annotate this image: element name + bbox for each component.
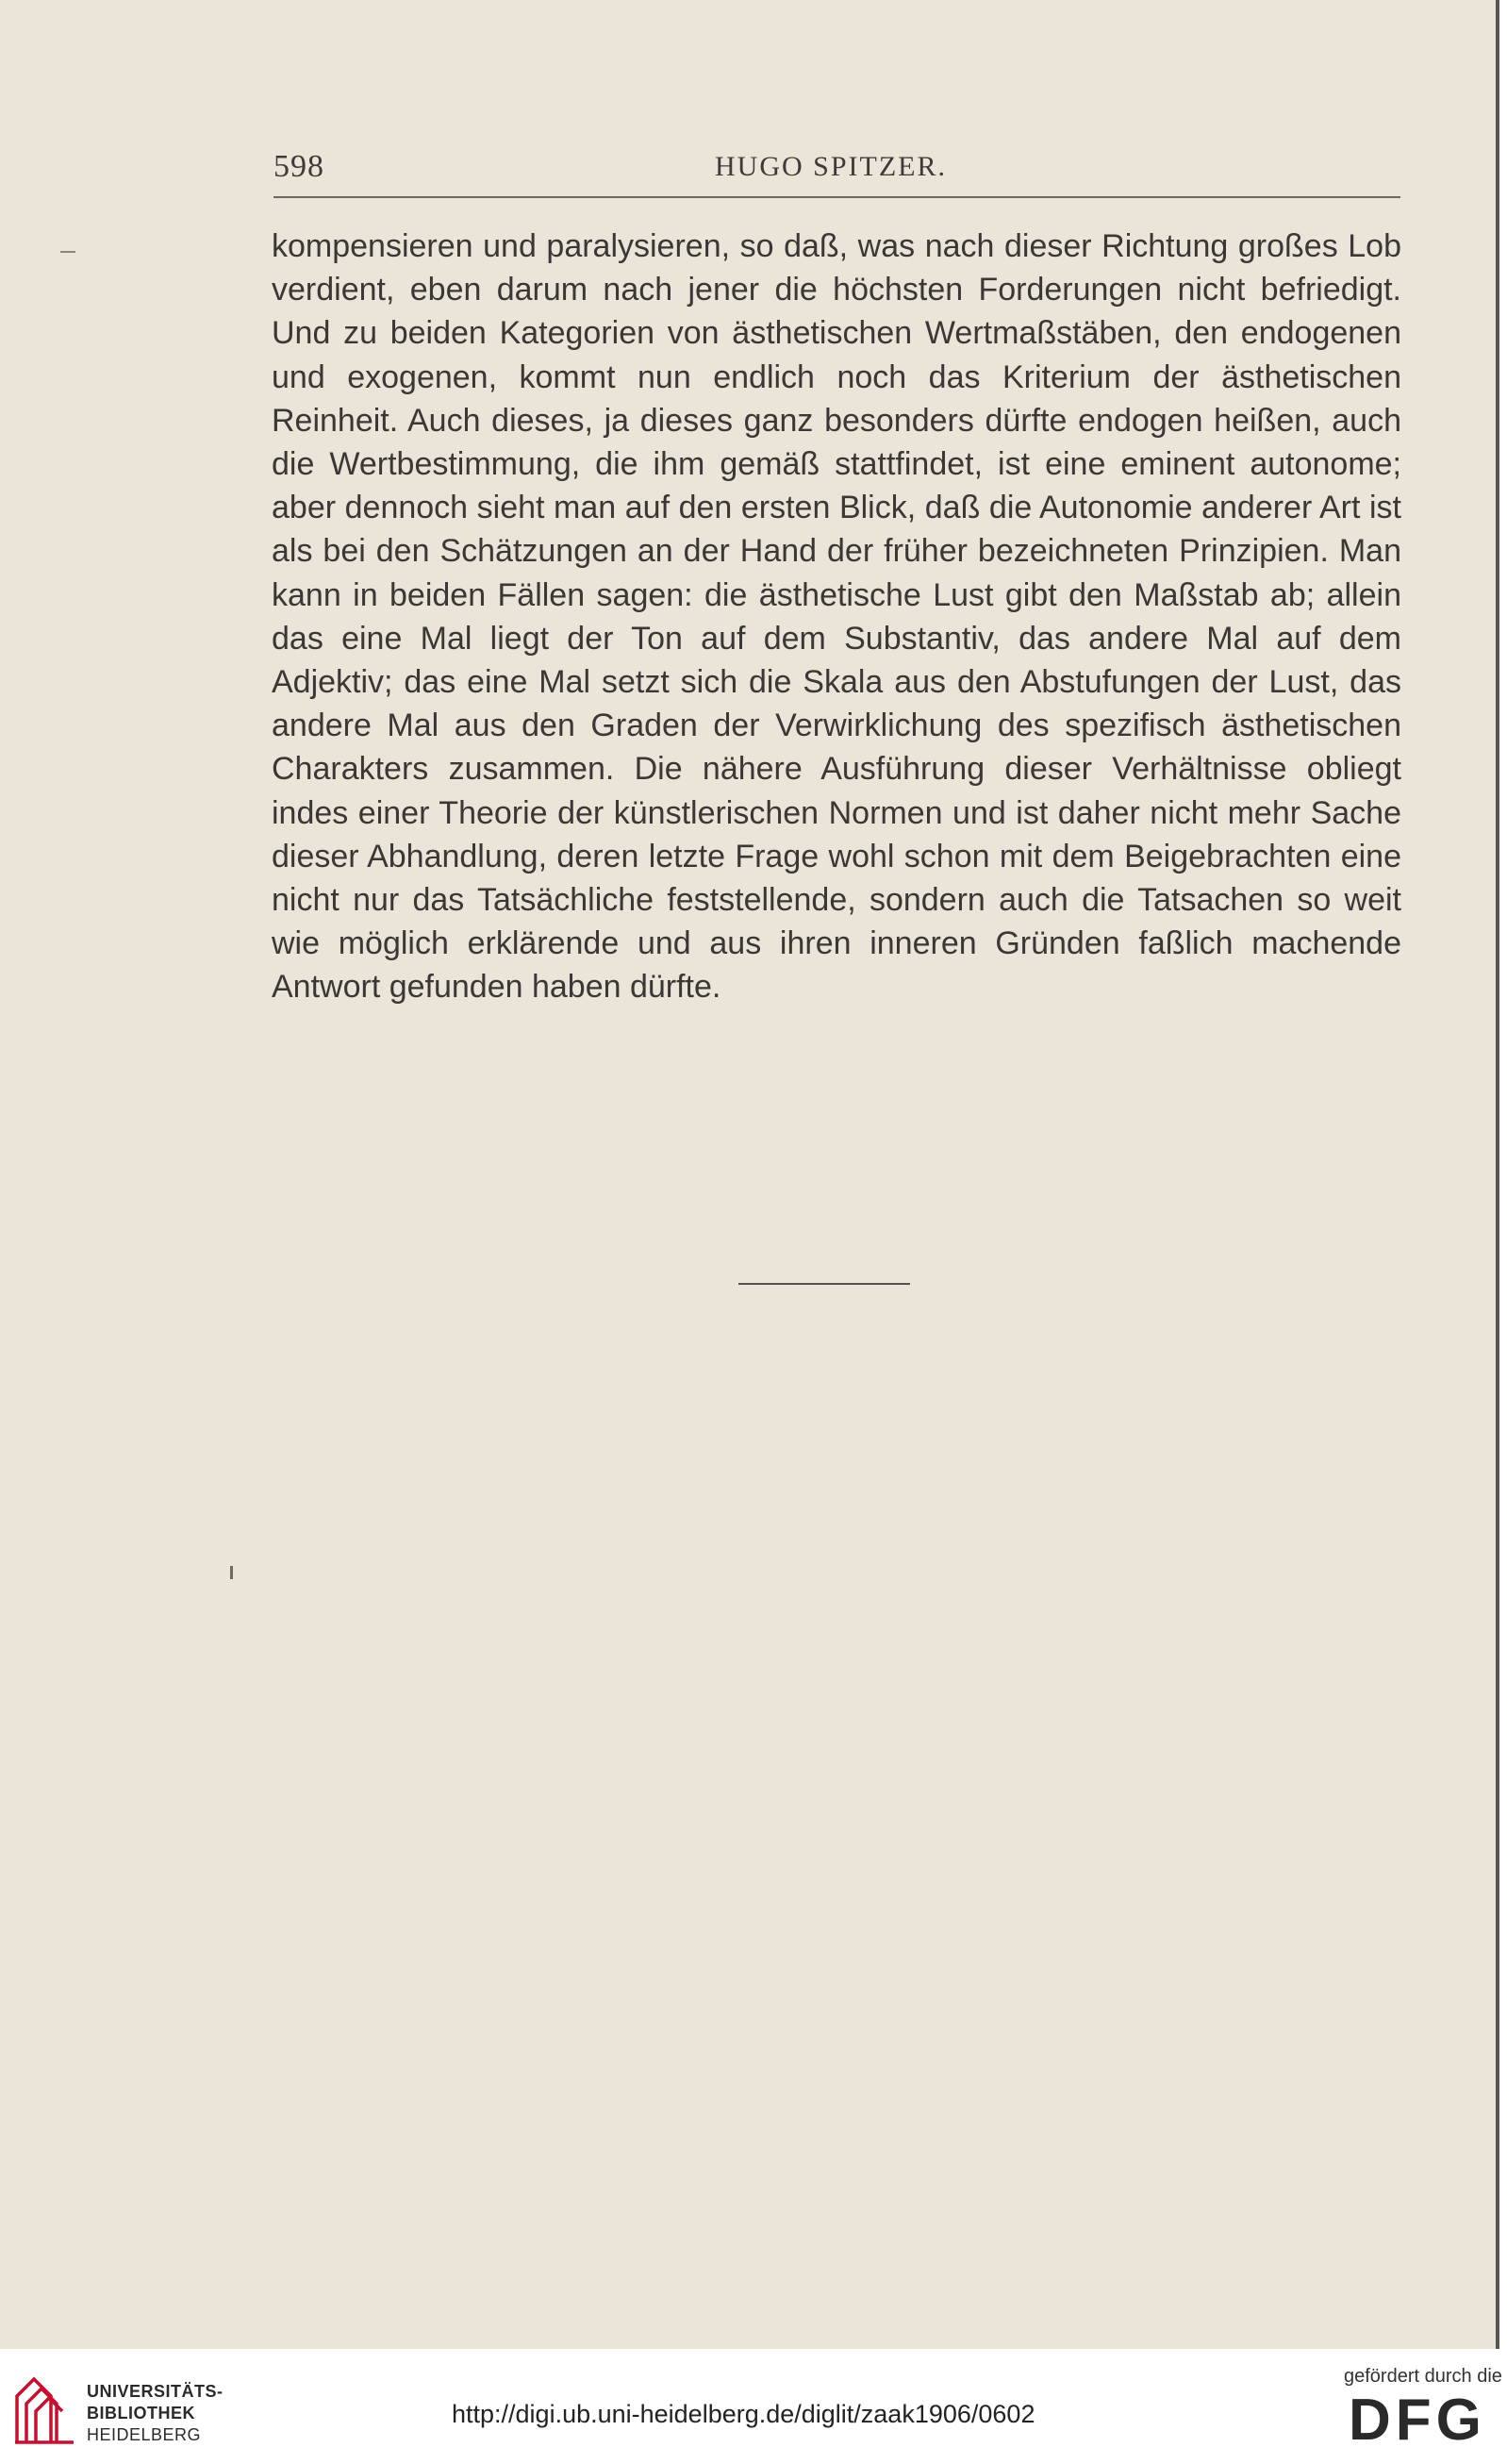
library-name-line-1: UNIVERSITÄTS- [87,2382,224,2401]
body-paragraph: kompensieren und paralysieren, so daß, was nach dieser Richtung großes Lob verdient, eben darum nach jener die höchsten Forderungen nicht befriedigt. Und zu beiden Kategorien von ästhetischen Wertmaßstäben, den endogenen und exogenen, kommt nun endlich noch das Kriterium der ästhetischen Reinheit. Auch dieses, ja dieses ganz besonders dürfte endogen heißen, auch die Wertbestimmung, die ihm gemäß stattfindet, ist eine eminent autonome; aber dennoch sieht man auf den ersten Blick, daß die Autonomie anderer Art ist als bei den Schätzungen an der Hand der früher bezeichneten Prinzipien. Man kann in beiden Fällen sagen: die ästhetische Lust gibt den Maßstab ab; allein das eine Mal liegt der Ton auf dem Substantiv, das andere Mal auf dem Adjektiv; das eine Mal setzt sich die Skala aus den Abstufungen der Lust, das andere Mal aus den Graden der Verwirklichung des spezifisch ästhetischen Charakters zusammen. Die nähere Ausführung dieser Verhältnisse obliegt indes einer Theorie der künstlerischen Normen und ist daher nicht mehr Sache dieser Abhandlung, deren letzte Frage wohl schon mit dem Beigebrachten eine nicht nur das Tatsächliche feststellende, sondern auch die Tatsachen so weit wie möglich erklärende und aus ihren inneren Gründen faßlich machende Antwort gefunden haben dürfte. [272,228,1401,1006]
library-name-line-2: BIBLIOTHEK [87,2404,195,2422]
margin-mark [60,251,75,253]
library-name [87,2381,224,2446]
funding-caption: gefördert durch die [1344,2366,1502,2387]
section-end-rule [738,1283,910,1285]
university-library-logo-icon [13,2368,77,2445]
dfg-logo: DFG [1349,2388,1486,2453]
library-name-line-3: HEIDELBERG [87,2425,202,2444]
footer-bar [0,2349,1507,2464]
source-url-link[interactable]: http://digi.ub.uni-heidelberg.de/diglit/zaak1906/0602 [452,2400,1035,2428]
page-header [273,140,1400,198]
page-number: 598 [273,149,324,184]
running-head: HUGO SPITZER. [715,151,948,182]
margin-speck [230,1566,233,1579]
